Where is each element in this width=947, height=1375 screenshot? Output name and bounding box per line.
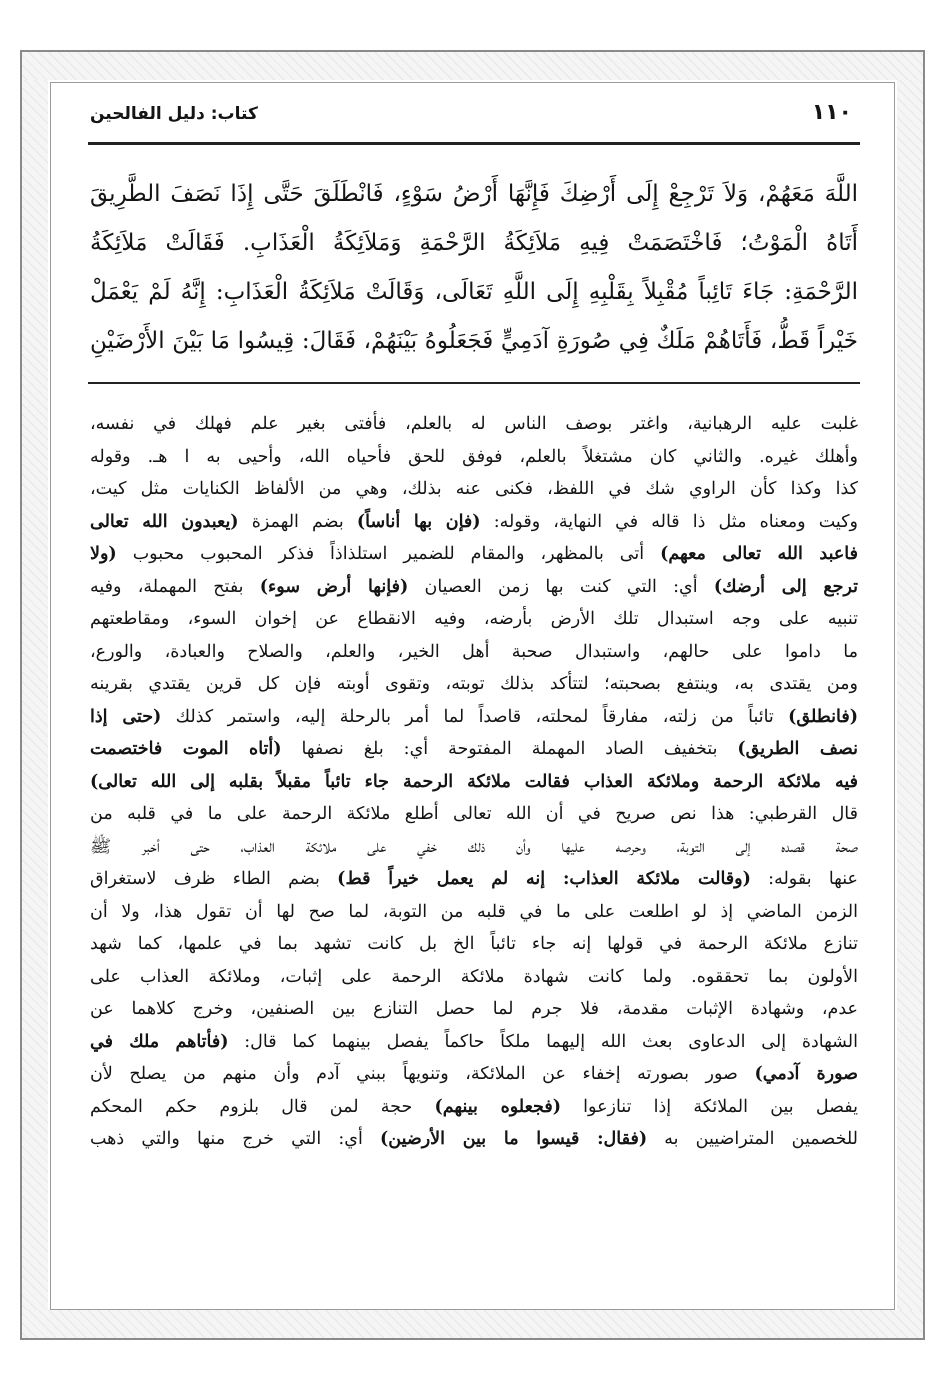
- commentary-line: [90, 1091, 858, 1124]
- commentary-segment: للخصمين المتراضيين به: [647, 1129, 858, 1149]
- header-rule: [88, 142, 860, 145]
- quoted-hadith-phrase: (يعبدون الله تعالى: [90, 511, 239, 532]
- commentary-line: [90, 928, 858, 961]
- commentary-segment: قال القرطبي: هذا نص صريح في أن الله تعالى أطلع ملائكة الرحمة على ما في قلبه من: [90, 804, 858, 824]
- quoted-hadith-phrase: فاعبد الله تعالى معهم): [660, 544, 858, 564]
- commentary-segment: ومن يقتدى به، وينتفع بصحبته؛ لتتأكد بذلك توبته، وتقوى أوبته فإن كل قرين يقتدي بقرينه: [90, 674, 858, 694]
- commentary-segment: يفصل بين الملائكة إذا تنازعوا: [560, 1096, 858, 1117]
- commentary-segment: أي: التي خرج منها والتي ذهب: [90, 1129, 380, 1149]
- commentary-segment: بفتح المهملة، وفيه: [90, 576, 260, 597]
- commentary-segment: صور بصورته إخفاء عن الملائكة، وتنويهاً ببني آدم وأن منهم من يصلح لأن: [90, 1064, 755, 1084]
- commentary-segment: ما داموا على حالهم، واستبدال صحبة أهل الخير، والعلم، والصلاح والعبادة، والورع،: [90, 641, 858, 662]
- book-title: كتاب: دليل الفالحين: [90, 104, 258, 124]
- quoted-hadith-phrase: ترجع إلى أرضك): [713, 576, 858, 597]
- commentary-segment: غلبت عليه الرهبانية، واغتر بوصف الناس له بالعلم، فأفتى بغير علم فهلك في نفسه،: [90, 414, 858, 434]
- commentary-line: [90, 571, 858, 604]
- quoted-hadith-phrase: (ولا: [90, 544, 117, 564]
- commentary-line: [90, 1026, 858, 1059]
- commentary-line: [90, 766, 858, 799]
- commentary-segment: صحة قصده إلى التوبة، وحرصه عليها وأن ذلك خفي على ملائكة العذاب، حتى أخبر ﷺ: [90, 836, 858, 857]
- quoted-hadith-phrase: (فإنها أرض سوء): [259, 576, 409, 597]
- commentary-line: [90, 1058, 858, 1091]
- commentary-line: [90, 506, 858, 539]
- quoted-hadith-phrase: (فانطلق): [788, 706, 858, 727]
- hadith-line: اللَّهَ مَعَهُمْ، وَلاَ تَرْجِعْ إِلَى أَرْضِكَ فَإِنَّهَا أَرْضُ سَوْءٍ، فَانْطَلَقَ حَتَّى إِذَا نَصَفَ الطَّرِيقَ: [90, 181, 858, 207]
- commentary-line: [90, 831, 858, 864]
- commentary-line: [90, 603, 858, 636]
- hadith-line: أَتَاهُ الْمَوْتُ؛ فَاخْتَصَمَتْ فِيهِ مَلاَئِكَةُ الرَّحْمَةِ وَمَلاَئِكَةُ الْعَذَابِ. فَقَالَتْ مَلاَئِكَةُ: [90, 230, 858, 256]
- commentary-segment: تنبيه على وجه استبدال تلك الأرض بأرضه، وفيه الانقطاع عن إخوان السوء، ومقاطعتهم: [90, 609, 858, 629]
- commentary-segment: تنازع ملائكة الرحمة في قولها إنه جاء تائباً الخ بل كانت تشهد بما في علمها، كما شهد: [90, 934, 858, 954]
- quoted-hadith-phrase: فيه ملائكة الرحمة وملائكة العذاب فقالت ملائكة الرحمة جاء تائباً مقبلاً بقلبه إلى الله تعالى): [90, 771, 858, 792]
- commentary-line: [90, 636, 858, 669]
- commentary-segment: تائباً من زلته، مفارقاً لمحلته، قاصداً لما أمر بالرحلة إليه، واستمر كذلك: [161, 706, 789, 727]
- quoted-hadith-phrase: (فأتاهم ملك في: [90, 1031, 229, 1052]
- quoted-hadith-phrase: (أتاه الموت فاختصمت: [90, 739, 282, 759]
- commentary-line: [90, 473, 858, 506]
- commentary-line: [90, 441, 858, 474]
- commentary-line: [90, 408, 858, 441]
- quoted-hadith-phrase: صورة آدمي): [754, 1064, 858, 1084]
- commentary-line: [90, 993, 858, 1026]
- quoted-hadith-phrase: (فجعلوه بينهم): [434, 1096, 561, 1117]
- commentary-segment: عدم، وشهادة الإثبات مقدمة، فلا جرم لما حصل التنازع بين الصنفين، وخرج كلاهما عن: [90, 999, 858, 1019]
- commentary-segment: بضم الطاء ظرف لاستغراق: [90, 869, 338, 889]
- commentary-line: [90, 798, 858, 831]
- commentary-line: [90, 733, 858, 766]
- quoted-hadith-phrase: (فقال: قيسوا ما بين الأرضين): [379, 1129, 648, 1149]
- commentary-segment: حجة لمن قال بلزوم حكم المحكم: [90, 1096, 435, 1117]
- commentary-segment: وأهلك غيره. والثاني كان مشتغلاً بالعلم، فوفق للحق فأحياه الله، وأحيى به ا هـ. وقوله: [90, 446, 858, 467]
- commentary-segment: كذا وكذا كأن الراوي شك في اللفظ، فكنى عنه بذلك، وهي من الألفاظ الكنايات مثل كيت،: [90, 479, 858, 499]
- commentary-text: [90, 408, 858, 1156]
- commentary-line: [90, 1123, 858, 1156]
- hadith-text: [90, 170, 858, 366]
- commentary-segment: الزمن الماضي إذ لو اطلعت على ما في قلبه من التوبة، لما صح لها أن تقول هذا، ولا أن: [90, 901, 858, 922]
- commentary-segment: الشهادة إلى الدعاوى بعث الله إليهما ملكاً حاكماً يفصل بينهما كما قال:: [228, 1031, 858, 1052]
- commentary-segment: عنها بقوله:: [750, 869, 858, 889]
- commentary-line: [90, 701, 858, 734]
- commentary-line: [90, 668, 858, 701]
- quoted-hadith-phrase: نصف الطريق): [737, 739, 858, 759]
- commentary-segment: بضم الهمزة: [238, 511, 357, 532]
- commentary-segment: أي: التي كنت بها زمن العصيان: [408, 576, 714, 597]
- hadith-line: الرَّحْمَةِ: جَاءَ تَائِباً مُقْبِلاً بِقَلْبِهِ إِلَى اللَّهِ تَعَالَى، وَقَالَتْ مَلاَئِكَةُ الْعَذَابِ: إِنَّهُ لَمْ يَعْمَلْ: [90, 279, 858, 305]
- page-number: ١١٠: [811, 100, 852, 125]
- quoted-hadith-phrase: (حتى إذا: [90, 706, 162, 727]
- commentary-line: [90, 896, 858, 929]
- separator-rule: [88, 382, 860, 384]
- commentary-segment: الأولون بما تحققوه. ولما كانت شهادة ملائكة الرحمة على إثبات، وملائكة العذاب على: [90, 966, 858, 987]
- quoted-hadith-phrase: (وقالت ملائكة العذاب: إنه لم يعمل خيراً قط): [337, 869, 751, 889]
- commentary-segment: بتخفيف الصاد المهملة المفتوحة أي: بلغ نصفها: [281, 739, 738, 759]
- hadith-line: خَيْراً قَطُّ، فَأَتَاهُمْ مَلَكٌ فِي صُورَةِ آدَمِيٍّ فَجَعَلُوهُ بَيْنَهُمْ، فَقَالَ: قِيسُوا مَا بَيْنَ الأَرْضَيْنِ: [90, 328, 858, 354]
- quoted-hadith-phrase: (فإن بها أناساً): [356, 511, 481, 532]
- commentary-line: [90, 538, 858, 571]
- commentary-line: [90, 863, 858, 896]
- commentary-segment: أتى بالمظهر، والمقام للضمير استلذاذاً فذكر المحبوب محبوب: [116, 544, 661, 564]
- commentary-line: [90, 961, 858, 994]
- commentary-segment: وكيت ومعناه مثل ذا قاله في النهاية، وقوله:: [480, 511, 858, 532]
- running-header: [90, 100, 852, 134]
